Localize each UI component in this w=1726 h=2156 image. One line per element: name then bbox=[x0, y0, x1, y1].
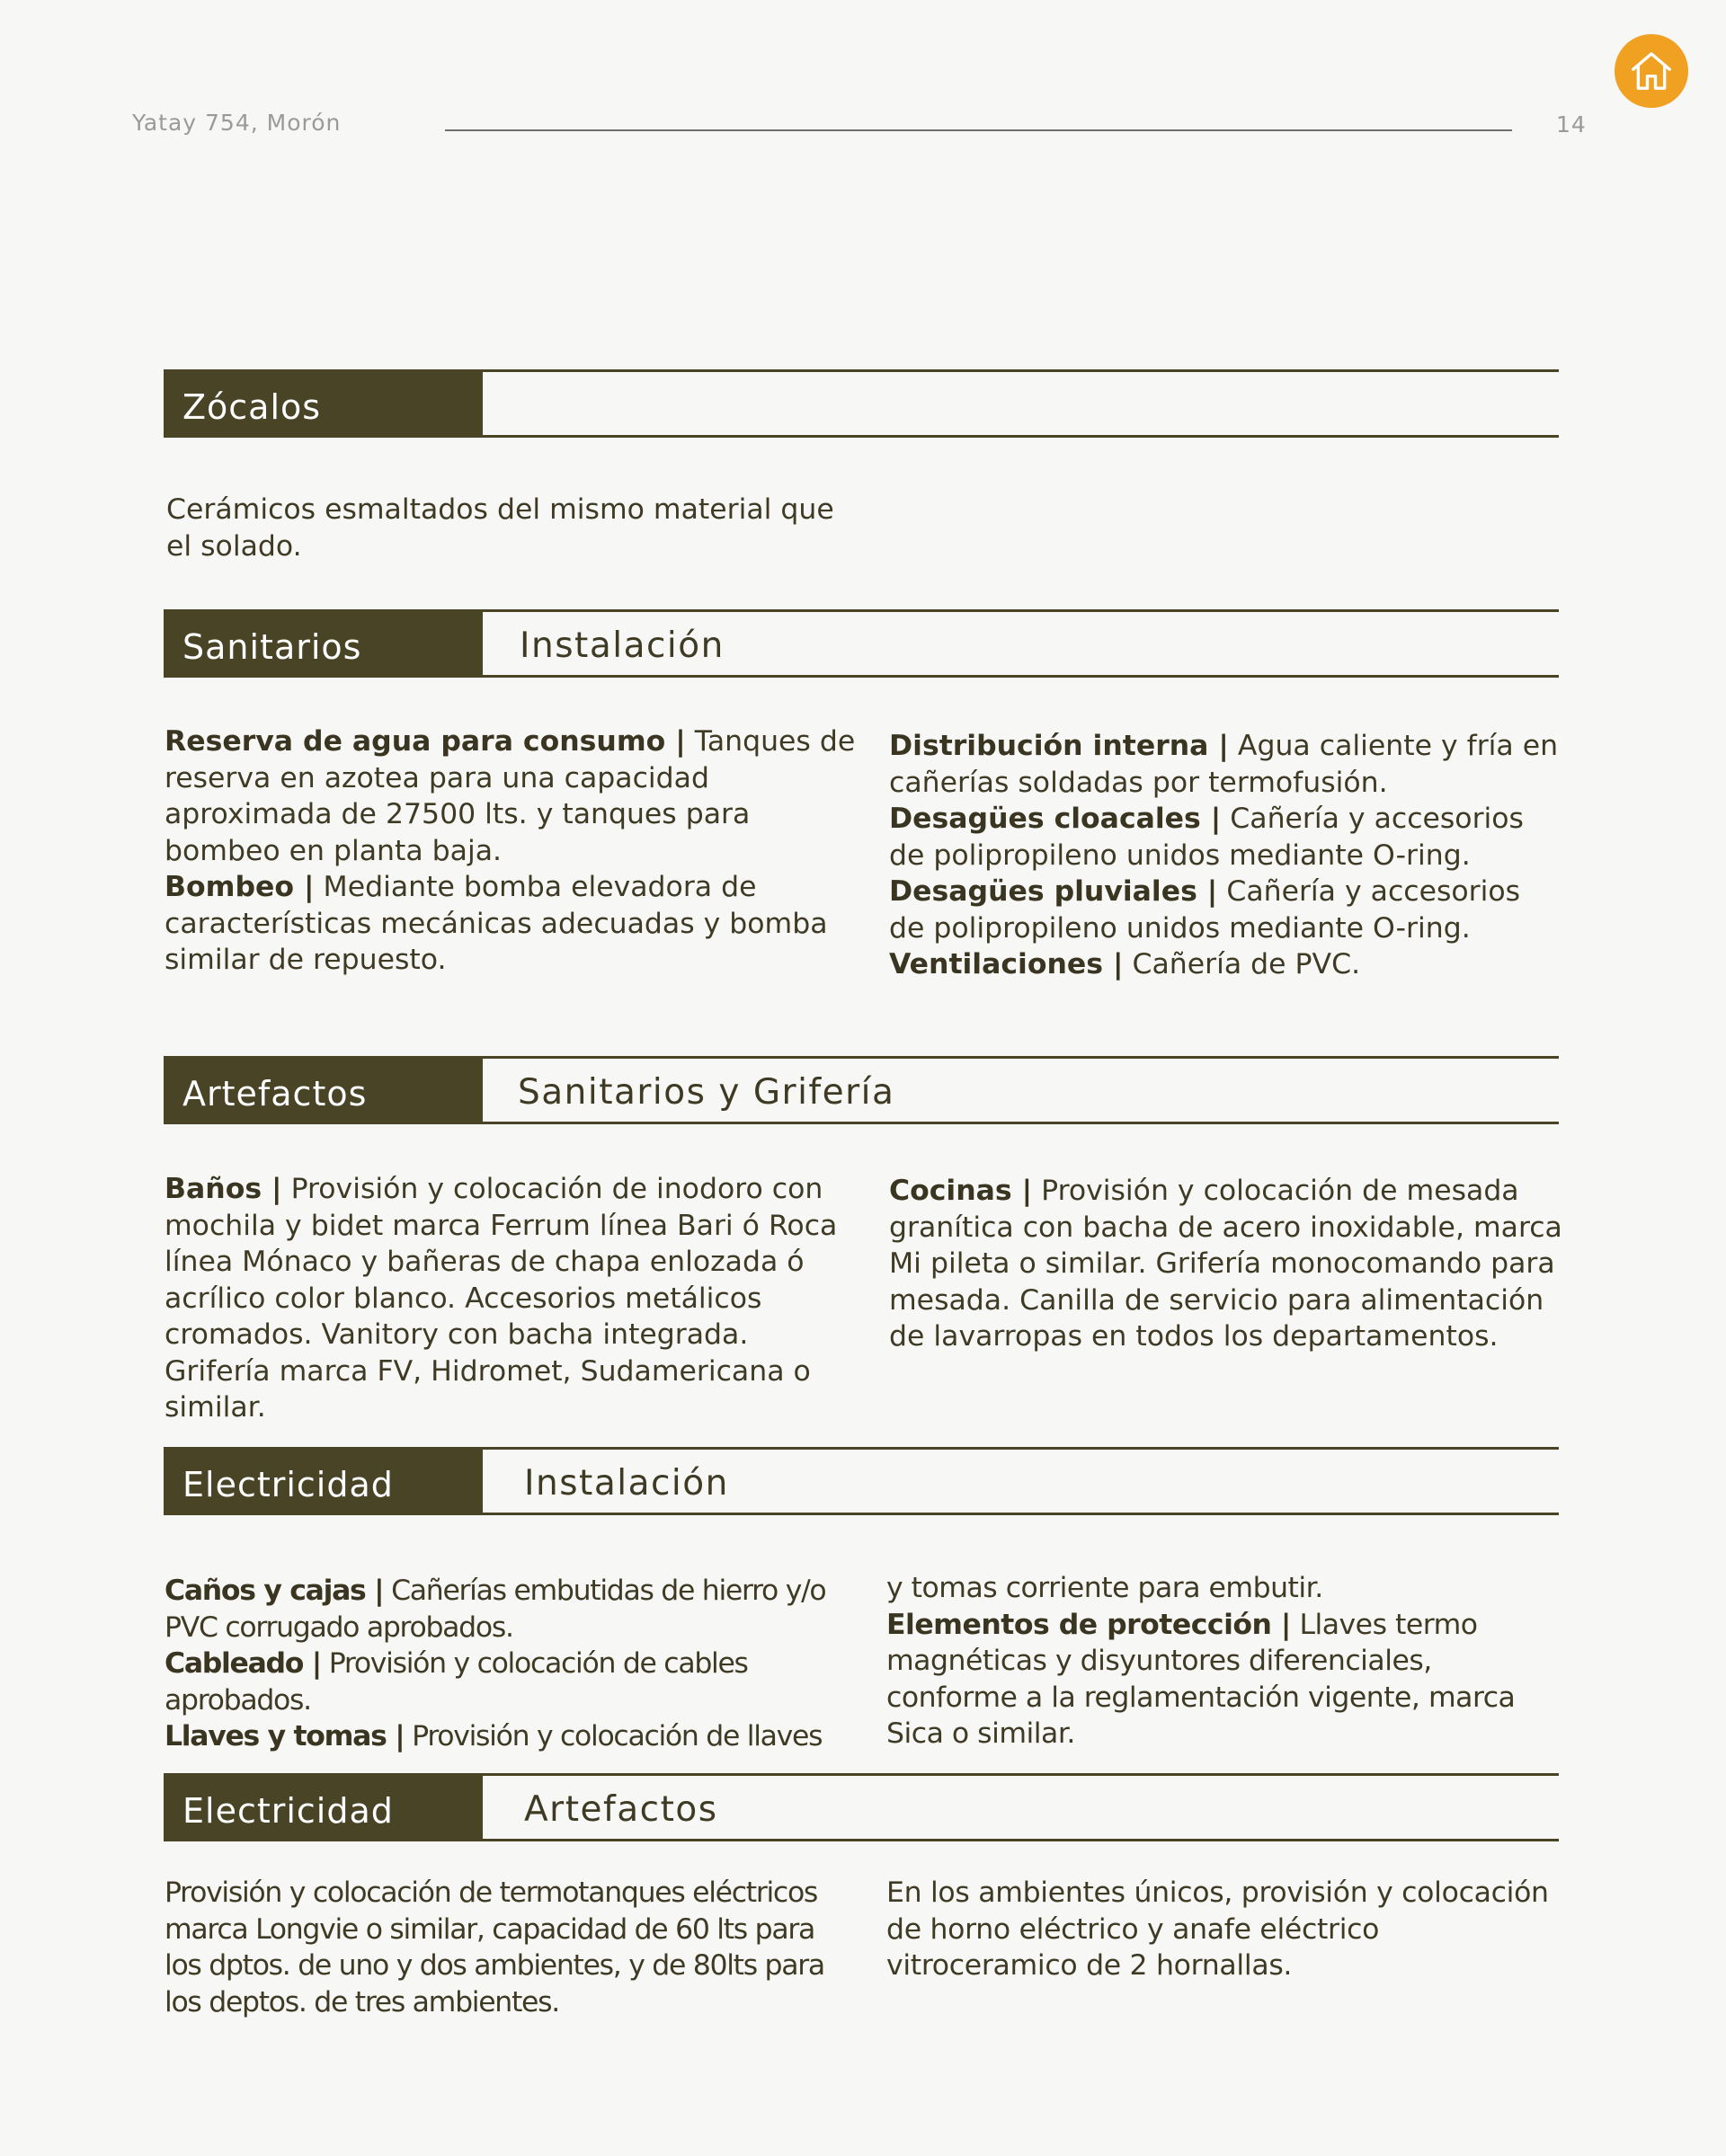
electricidad-instalacion-left-text bbox=[165, 1573, 857, 1755]
electricidad-instalacion-right-text bbox=[886, 1570, 1570, 1752]
sanitarios-left-text bbox=[165, 723, 857, 979]
page-number: 14 bbox=[1556, 111, 1587, 138]
section-electricidad-artefactos-header bbox=[164, 1773, 1559, 1841]
text-item: Distribución interna | Agua caliente y fría en cañerías soldadas por termofusión. bbox=[889, 730, 1559, 799]
text-item: Elementos de protección | Llaves termo magnéticas y disyuntores diferenciales, conforme a la reglamentación vigente, marca Sica o similar. bbox=[886, 1608, 1516, 1750]
header-divider bbox=[445, 129, 1512, 131]
electricidad-artefactos-right-text: En los ambientes únicos, provisión y colocación de horno eléctrico y anafe eléctrico vitroceramico de 2 hornallas. bbox=[886, 1877, 1549, 1982]
section-sanitarios-header bbox=[164, 609, 1559, 678]
text-item: Baños | Provisión y colocación de inodoro con mochila y bidet marca Ferrum línea Bari ó Roca línea Mónaco y bañeras de chapa enlozada ó acrílico color blanco. Accesorios metálicos cromados. Vanitory con bacha integrada. Grifería marca FV, Hidromet, Sudamericana o similar. bbox=[165, 1173, 838, 1424]
section-tab-electricidad: Electricidad bbox=[164, 1447, 483, 1515]
sanitarios-right-text bbox=[889, 728, 1559, 983]
section-artefactos-header bbox=[164, 1056, 1559, 1124]
electricidad-artefactos-left-text: Provisión y colocación de termotanques eléctricos marca Longvie o similar, capacidad de 60 lts para los dptos. de uno y dos ambientes, y de 80lts para los deptos. de tres ambientes. bbox=[165, 1877, 824, 2018]
section-subtitle-instalacion: Instalación bbox=[520, 626, 725, 666]
home-icon bbox=[1627, 47, 1676, 95]
section-tab-artefactos: Artefactos bbox=[164, 1056, 483, 1124]
text-item: Reserva de agua para consumo | Tanques de reserva en azotea para una capacidad aproximada de 27500 lts. y tanques para bombeo en planta baja. bbox=[165, 725, 856, 867]
address: Yatay 754, Morón bbox=[132, 110, 342, 136]
artefactos-left-text bbox=[165, 1171, 848, 1426]
text-item: Cocinas | Provisión y colocación de mesada granítica con bacha de acero inoxidable, marca Mi pileta o similar. Grifería monocomando para mesada. Canilla de servicio para alimentación de lavarropas en todos los departamentos. bbox=[889, 1175, 1562, 1353]
page-header bbox=[0, 0, 1726, 180]
text-item: Bombeo | Mediante bomba elevadora de características mecánicas adecuadas y bomba similar de repuesto. bbox=[165, 871, 828, 976]
text-item: Desagües cloacales | Cañería y accesorios de polipropileno unidos mediante O-ring. bbox=[889, 803, 1524, 872]
section-subtitle-instalacion: Instalación bbox=[524, 1463, 729, 1504]
text-item: Caños y cajas | Cañerías embutidas de hierro y/o PVC corrugado aprobados. bbox=[165, 1575, 826, 1644]
section-subtitle-sanitarios-griferia: Sanitarios y Grifería bbox=[518, 1072, 895, 1113]
text-item: Cableado | Provisión y colocación de cables aprobados. bbox=[165, 1647, 748, 1717]
text-item: Llaves y tomas | Provisión y colocación de llaves bbox=[165, 1720, 823, 1752]
text-item: Desagües pluviales | Cañería y accesorios de polipropileno unidos mediante O-ring. bbox=[889, 875, 1521, 945]
section-tab-electricidad: Electricidad bbox=[164, 1773, 483, 1841]
artefactos-right-text bbox=[889, 1173, 1568, 1355]
home-button[interactable] bbox=[1615, 34, 1688, 108]
section-tab-zocalos: Zócalos bbox=[164, 369, 483, 438]
zocalos-text: Cerámicos esmaltados del mismo material que el solado. bbox=[166, 493, 834, 563]
section-subtitle-artefactos: Artefactos bbox=[524, 1789, 718, 1830]
section-zocalos-header bbox=[164, 369, 1559, 438]
text-item: Ventilaciones | Cañería de PVC. bbox=[889, 948, 1361, 980]
section-tab-sanitarios: Sanitarios bbox=[164, 609, 483, 678]
section-electricidad-instalacion-header bbox=[164, 1447, 1559, 1515]
text-item-continuation: y tomas corriente para embutir. bbox=[886, 1572, 1323, 1604]
